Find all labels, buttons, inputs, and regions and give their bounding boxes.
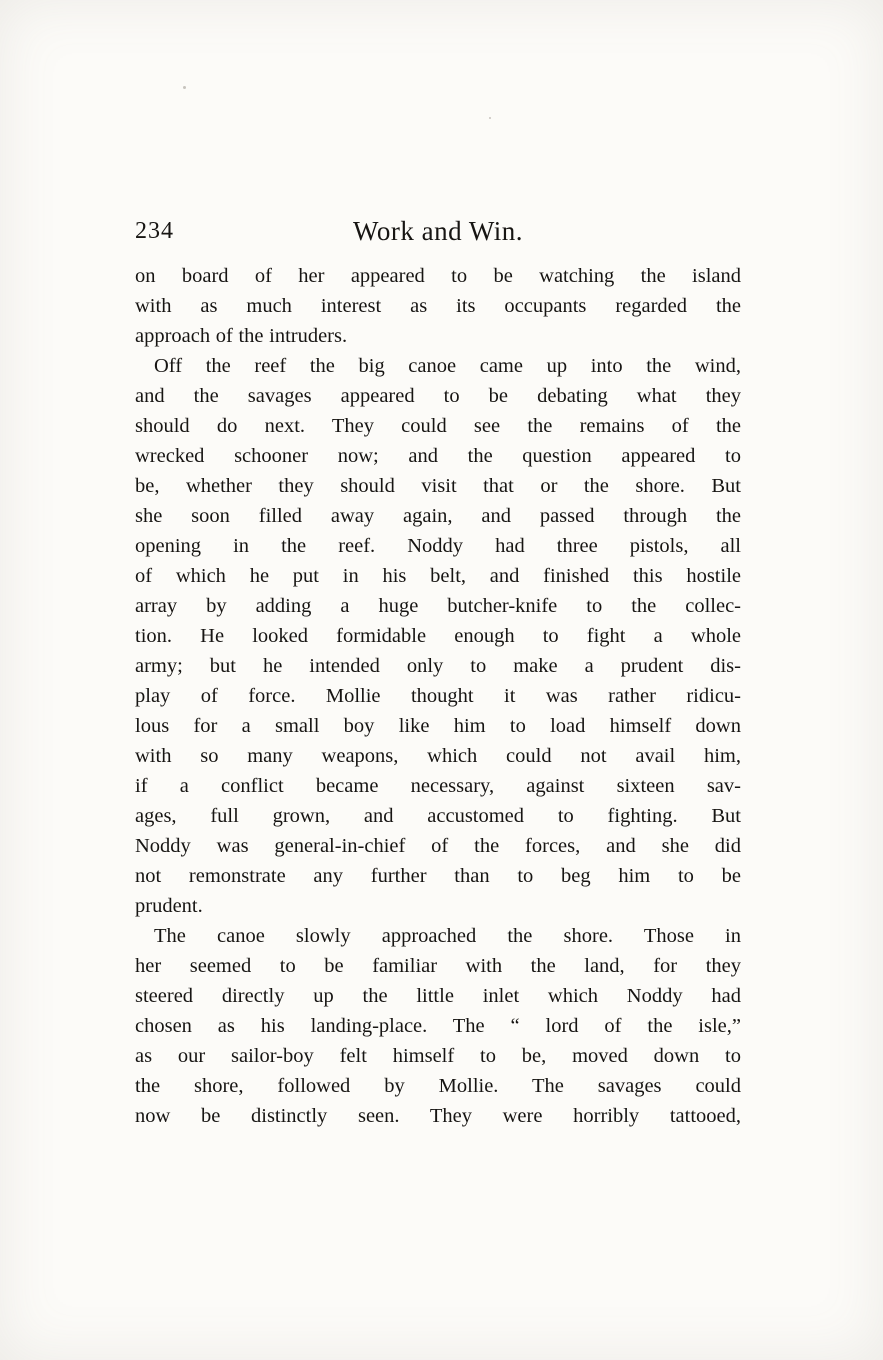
paragraph [135, 351, 741, 921]
scan-speck [183, 86, 186, 89]
text-line: as our sailor-boy felt himself to be, moved down to [135, 1045, 741, 1067]
text-line: play of force. Mollie thought it was rather ridicu- [135, 685, 741, 707]
text-line: Noddy was general-in-chief of the forces, and she did [135, 835, 741, 857]
text-line: Off the reef the big canoe came up into the wind, [154, 355, 741, 377]
text-line: chosen as his landing-place. The “ lord of the isle,” [135, 1015, 741, 1037]
text-line: tion. He looked formidable enough to fight a whole [135, 625, 741, 647]
text-line: with as much interest as its occupants regarded the [135, 295, 741, 317]
text-line: should do next. They could see the remains of the [135, 415, 741, 437]
running-head [135, 203, 741, 249]
page-number: 234 [135, 218, 174, 244]
text-line: she soon filled away again, and passed through the [135, 505, 741, 527]
text-line: be, whether they should visit that or the shore. But [135, 475, 741, 497]
text-line: her seemed to be familiar with the land, for they [135, 955, 741, 977]
text-line: of which he put in his belt, and finished this hostile [135, 565, 741, 587]
text-line: The canoe slowly approached the shore. Those in [154, 925, 741, 947]
paragraph [135, 261, 741, 351]
text-line: not remonstrate any further than to beg him to be [135, 865, 741, 887]
text-line: on board of her appeared to be watching the island [135, 265, 741, 287]
scan-speck [489, 117, 491, 119]
text-line: the shore, followed by Mollie. The savages could [135, 1075, 741, 1097]
text-line: array by adding a huge butcher-knife to the collec- [135, 595, 741, 617]
text-line: now be distinctly seen. They were horribly tattooed, [135, 1105, 741, 1127]
text-line: with so many weapons, which could not avail him, [135, 745, 741, 767]
text-line: ages, full grown, and accustomed to fighting. But [135, 805, 741, 827]
paragraph [135, 921, 741, 1131]
text-line: if a conflict became necessary, against sixteen sav- [135, 775, 741, 797]
text-line: prudent. [135, 895, 203, 917]
text-line: army; but he intended only to make a prudent dis- [135, 655, 741, 677]
text-line: approach of the intruders. [135, 325, 348, 347]
text-line: and the savages appeared to be debating what they [135, 385, 741, 407]
page-title: Work and Win. [353, 216, 523, 246]
text-line: opening in the reef. Noddy had three pistols, all [135, 535, 741, 557]
page-body [135, 261, 741, 1131]
text-line: wrecked schooner now; and the question appeared to [135, 445, 741, 467]
text-line: lous for a small boy like him to load himself down [135, 715, 741, 737]
text-block [135, 203, 741, 1131]
text-line: steered directly up the little inlet which Noddy had [135, 985, 741, 1007]
